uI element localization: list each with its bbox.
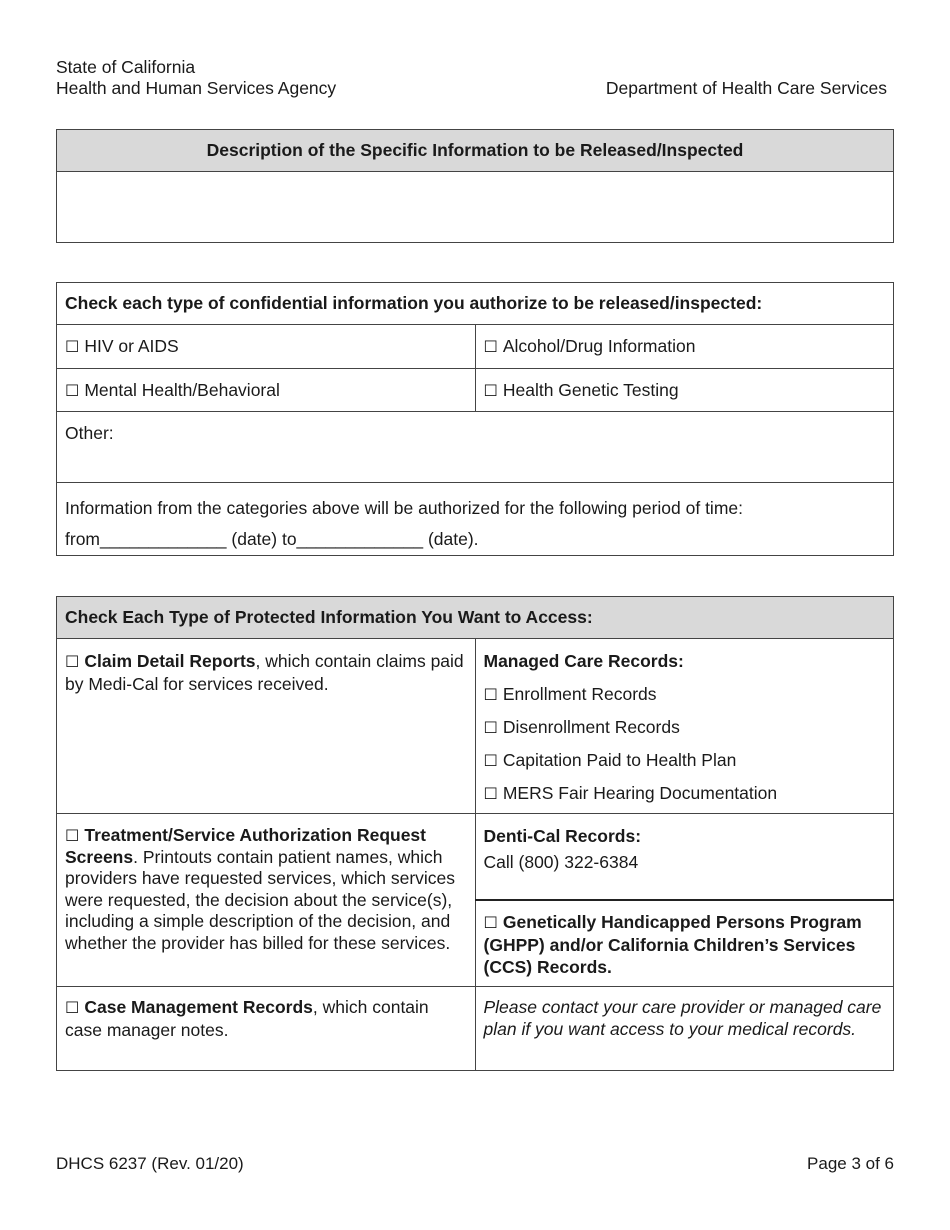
agency-name: Health and Human Services Agency	[56, 78, 337, 98]
checkbox-mental-health[interactable]	[57, 369, 476, 412]
tsar-description: . Printouts contain patient names, which providers have requested services, which services were requested, the decision about the service(s), including a simple description of the decision, and whether the provider has billed for these services.	[65, 846, 456, 953]
case-management-description: , which contain case manager notes.	[65, 997, 429, 1040]
checkbox-label: Health Genetic Testing	[502, 379, 679, 400]
denti-cal-cell	[475, 814, 894, 900]
checkbox-label: MERS Fair Hearing Documentation	[502, 783, 778, 803]
checkbox-alcohol-drug[interactable]	[475, 325, 894, 369]
managed-care-title: Managed Care Records:	[483, 651, 684, 671]
period-cell	[57, 483, 894, 556]
period-text: Information from the categories above will be authorized for the following period of time:	[65, 498, 743, 518]
other-label: Other:	[65, 423, 114, 443]
description-title: Description of the Specific Information to be Released/Inspected	[57, 130, 894, 172]
checkbox-icon[interactable]: ☐	[65, 826, 80, 845]
description-table	[56, 129, 894, 243]
claim-description: , which contain claims paid by Medi-Cal for services received.	[65, 651, 464, 694]
description-field[interactable]	[57, 172, 894, 243]
checkbox-label: Mental Health/Behavioral	[84, 379, 280, 400]
form-id: DHCS 6237 (Rev. 01/20)	[56, 1154, 244, 1173]
page-number: Page 3 of 6	[807, 1154, 894, 1173]
checkbox-icon[interactable]: ☐	[65, 380, 80, 400]
checkbox-mers[interactable]	[484, 777, 886, 810]
checkbox-disenrollment[interactable]	[484, 711, 886, 744]
checkbox-hiv-aids[interactable]	[57, 325, 476, 369]
confidential-table	[56, 282, 894, 556]
checkbox-icon[interactable]: ☐	[483, 718, 498, 737]
protected-title: Check Each Type of Protected Information You Want to Access:	[57, 597, 894, 639]
checkbox-capitation[interactable]	[484, 744, 886, 777]
checkbox-label: Enrollment Records	[502, 684, 657, 704]
checkbox-genetic-testing[interactable]	[475, 369, 894, 412]
department-name: Department of Health Care Services	[605, 78, 887, 98]
checkbox-icon[interactable]: ☐	[65, 998, 80, 1017]
header-left	[56, 57, 336, 99]
ghpp-cell[interactable]	[475, 900, 894, 987]
checkbox-icon[interactable]: ☐	[483, 784, 498, 803]
tsar-title: Treatment/Service Authorization Request Screens	[65, 825, 426, 867]
tsar-cell[interactable]	[57, 814, 476, 987]
checkbox-label: HIV or AIDS	[84, 336, 179, 356]
confidential-title: Check each type of confidential information you authorize to be released/inspected:	[57, 283, 894, 325]
case-management-cell[interactable]	[57, 987, 476, 1071]
checkbox-label: Alcohol/Drug Information	[502, 336, 696, 356]
checkbox-label: Disenrollment Records	[502, 717, 680, 737]
denti-cal-phone: Call (800) 322-6384	[483, 852, 639, 872]
checkbox-icon[interactable]: ☐	[483, 337, 498, 356]
claim-detail-cell[interactable]	[57, 639, 476, 814]
protected-table	[56, 596, 894, 1071]
other-field[interactable]	[57, 412, 894, 483]
checkbox-label: Capitation Paid to Health Plan	[502, 750, 737, 770]
ghpp-title: Genetically Handicapped Persons Program (GHPP) and/or California Children’s Services (CCS) Records.	[483, 911, 862, 977]
managed-care-cell	[475, 639, 894, 814]
checkbox-icon[interactable]: ☐	[65, 337, 80, 356]
checkbox-icon[interactable]: ☐	[483, 912, 498, 932]
contact-note: Please contact your care provider or managed care plan if you want access to your medical records.	[475, 987, 894, 1071]
case-management-title: Case Management Records	[84, 997, 313, 1017]
period-dates[interactable]: from_____________ (date) to_____________ (date).	[65, 529, 479, 549]
state-name: State of California	[56, 57, 196, 77]
claim-title: Claim Detail Reports	[84, 651, 256, 671]
denti-cal-title: Denti-Cal Records:	[483, 826, 642, 846]
checkbox-icon[interactable]: ☐	[483, 380, 498, 400]
checkbox-icon[interactable]: ☐	[483, 685, 498, 704]
checkbox-icon[interactable]: ☐	[65, 652, 80, 671]
checkbox-icon[interactable]: ☐	[483, 751, 498, 770]
checkbox-enrollment[interactable]	[484, 678, 886, 711]
